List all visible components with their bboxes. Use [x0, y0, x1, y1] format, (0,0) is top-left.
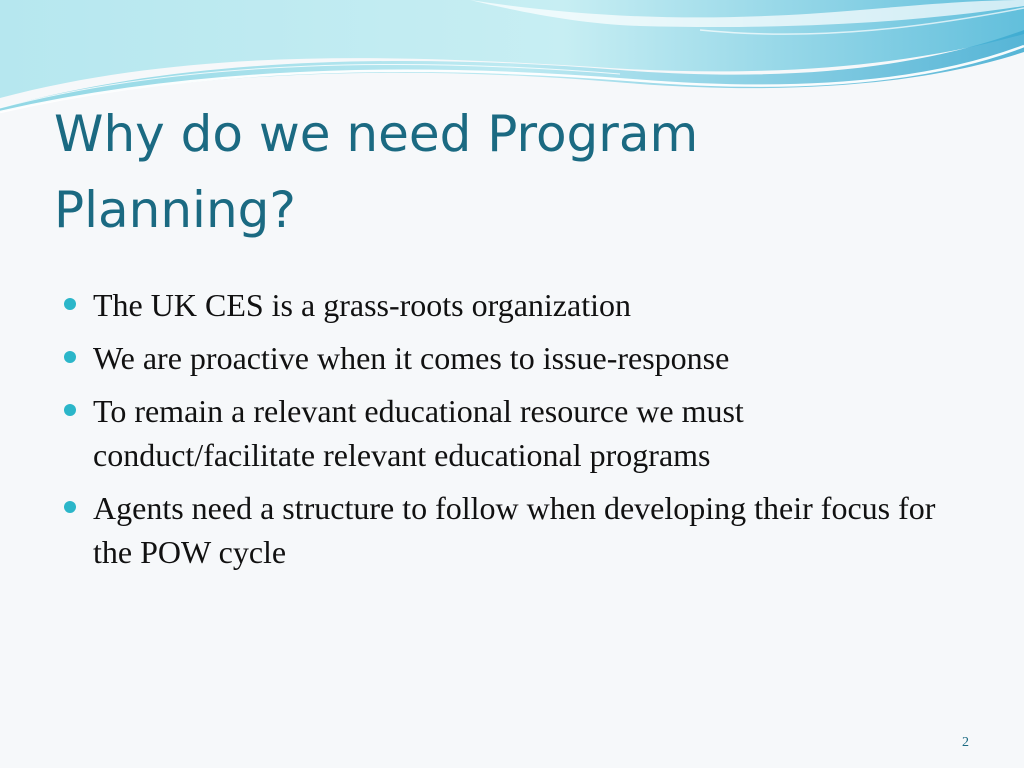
bullet-text: Agents need a structure to follow when developing their focus for the POW cycle — [93, 490, 936, 570]
bullet-dot-icon — [64, 501, 76, 513]
bullet-item — [62, 486, 942, 574]
bullet-text: To remain a relevant educational resource we must conduct/facilitate relevant educational programs — [93, 393, 744, 473]
bullet-text: The UK CES is a grass-roots organization — [93, 287, 631, 323]
bullet-dot-icon — [64, 298, 76, 310]
bullet-list — [62, 283, 942, 583]
page-number: 2 — [962, 735, 969, 750]
bullet-text: We are proactive when it comes to issue-response — [93, 340, 730, 376]
bullet-item — [62, 389, 942, 477]
bullet-dot-icon — [64, 404, 76, 416]
bullet-dot-icon — [64, 351, 76, 363]
bullet-item — [62, 336, 942, 380]
slide-title: Why do we need Program Planning? — [54, 105, 699, 239]
bullet-item — [62, 283, 942, 327]
